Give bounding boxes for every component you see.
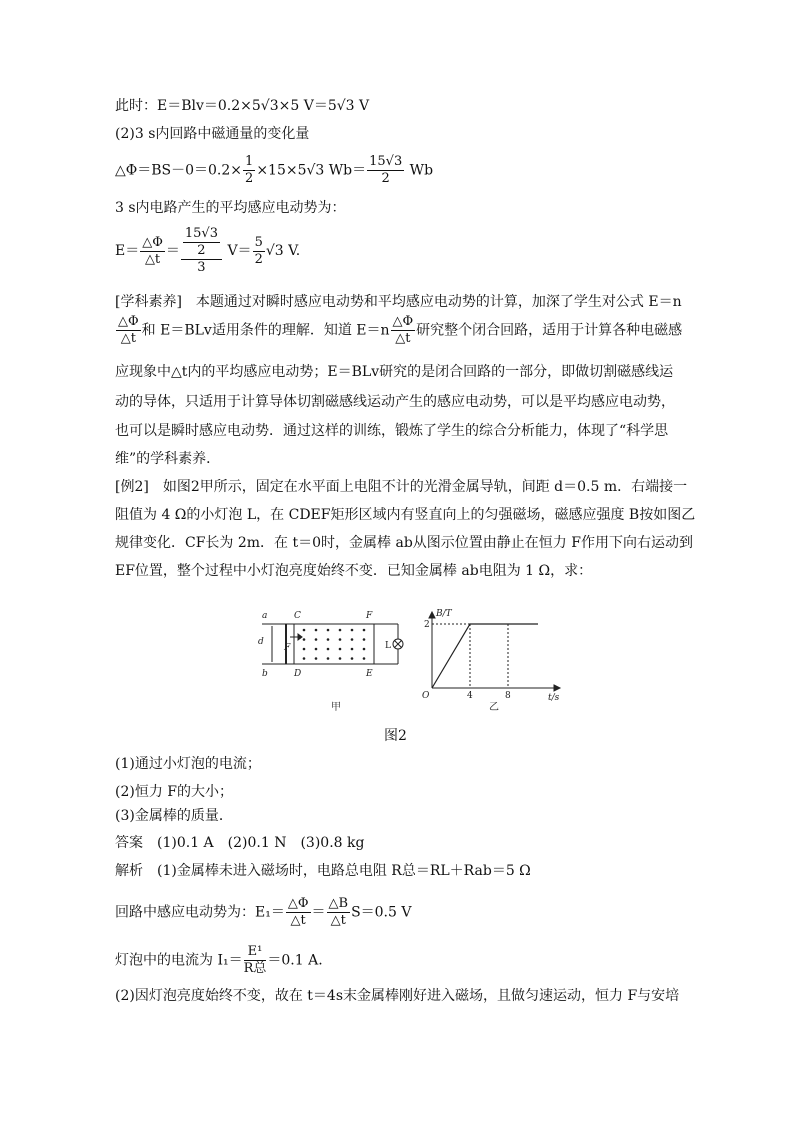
formula: E＝ — [115, 243, 140, 259]
field-dot — [303, 638, 306, 641]
text-line — [115, 96, 369, 116]
label-lamp: L — [385, 641, 391, 651]
formula: ＝ — [311, 904, 326, 921]
analysis-line: 解析 (1)金属棒未进入磁场时，电路总电阻 R总＝RL＋Rab＝5 Ω — [115, 863, 531, 879]
numerator: 15√3 — [369, 154, 403, 169]
x-tick-label: 8 — [505, 691, 511, 701]
unit: Wb — [405, 162, 434, 179]
text-line: 规律变化．CF长为 2m．在 t＝0时，金属棒 ab从图示位置由静止在恒力 F作用下向右运动到 — [115, 535, 693, 551]
denominator: △t — [144, 251, 161, 267]
text-line: (2)3 s内回路中磁通量的变化量 — [115, 126, 310, 142]
field-dots — [303, 629, 366, 660]
formula: △Φ＝BS－0＝0.2× — [115, 162, 243, 179]
field-dot — [339, 648, 342, 651]
numerator: △B — [328, 896, 349, 911]
fraction — [327, 896, 351, 929]
formula: S＝0.5 V — [351, 904, 412, 921]
formula: ×15×5√3 Wb＝ — [256, 162, 367, 179]
figure-caption: 图2 — [384, 728, 407, 744]
denominator: 3 — [197, 260, 206, 275]
text-line: [例2] 如图2甲所示，固定在水平面上电阻不计的光滑金属导轨，间距 d＝0.5 m．右端接一 — [115, 479, 688, 495]
x-axis-label: t/s — [548, 693, 560, 703]
denominator: 2 — [381, 171, 390, 186]
numerator: 15√3 — [184, 226, 218, 241]
denominator: 2 — [197, 243, 206, 258]
numerator: △Φ — [287, 896, 309, 911]
fraction — [181, 226, 222, 276]
field-dot — [363, 629, 366, 632]
text-line: 3 s内电路产生的平均感应电动势为： — [115, 200, 346, 216]
question-1: (1)通过小灯泡的电流； — [115, 756, 261, 772]
text: 研究整个闭合回路，适用于计算各种电磁感 — [416, 322, 683, 339]
formula: V＝ — [223, 243, 252, 259]
fraction — [367, 154, 404, 187]
magnetic-field-region — [294, 624, 374, 664]
text-line: 应现象中△t内的平均感应电动势；E＝BLv研究的是闭合回路的一部分，即做切割磁感线运 — [115, 364, 674, 380]
caption-yi: 乙 — [489, 702, 499, 713]
fraction — [253, 235, 265, 268]
fraction — [116, 314, 141, 347]
label-force: F — [284, 643, 291, 653]
label-d-point: D — [294, 669, 302, 679]
label-b: b — [262, 669, 268, 679]
field-dot — [351, 629, 354, 632]
y-axis-arrow — [429, 612, 435, 618]
field-dot — [339, 638, 342, 641]
field-dot — [303, 629, 306, 632]
denominator: △t — [330, 913, 346, 928]
formula: 回路中感应电动势为：E₁＝ — [115, 904, 285, 921]
field-dot — [363, 657, 366, 660]
text-line: [学科素养] 本题通过对瞬时感应电动势和平均感应电动势的计算，加深了学生对公式 E＝n — [115, 294, 682, 310]
field-dot — [351, 657, 354, 660]
label-a: a — [262, 611, 268, 621]
denominator: 2 — [245, 171, 254, 186]
text-line: 动的导体，只适用于计算导体切割磁感线运动产生的感应电动势，可以是平均感应电动势， — [115, 394, 675, 410]
field-dot — [315, 648, 318, 651]
numerator: △Φ — [118, 314, 139, 329]
y-axis-label: B/T — [436, 609, 452, 619]
fraction — [140, 235, 165, 268]
field-dot — [315, 657, 318, 660]
field-dot — [327, 648, 330, 651]
force-arrowhead — [298, 634, 302, 640]
field-dot — [351, 638, 354, 641]
text-line: 也可以是瞬时感应电动势．通过这样的训练，锻炼了学生的综合分析能力，体现了“科学思 — [115, 423, 669, 439]
fraction — [243, 154, 255, 187]
formula: √3 V. — [265, 243, 301, 259]
label-e: E — [366, 669, 373, 679]
label-c: C — [294, 611, 301, 621]
numerator: E¹ — [244, 944, 267, 961]
denominator: 2 — [254, 251, 263, 267]
formula-line — [115, 154, 433, 187]
circuit-diagram — [250, 604, 420, 716]
formula-line: E＝ $\frac{\triangle\Phi}{\triangle t}$ ＝ $\frac{\frac{15√3}{2}}{3}$ V＝ $\frac{5}{2}$ √3 V. — [115, 226, 301, 275]
fraction — [391, 314, 416, 347]
question-3: (3)金属棒的质量． — [115, 808, 233, 824]
field-dot — [315, 629, 318, 632]
formula: 灯泡中的电流为 I₁＝ — [115, 952, 243, 969]
formula: E＝Blv＝0.2×5√3×5 V＝5√3 V — [157, 98, 370, 114]
field-dot — [363, 638, 366, 641]
numerator: 5 — [254, 234, 263, 250]
denominator: △t — [290, 913, 306, 928]
numerator — [181, 226, 222, 260]
denominator: △t — [120, 331, 136, 346]
text-line: 维”的学科素养． — [115, 451, 221, 467]
formula-line — [115, 314, 682, 347]
field-dot — [351, 648, 354, 651]
formula: ＝0.1 A. — [267, 952, 323, 969]
fraction — [183, 226, 220, 259]
field-dot — [339, 629, 342, 632]
field-dot — [303, 657, 306, 660]
x-tick-label: 4 — [467, 691, 473, 701]
field-dot — [327, 629, 330, 632]
field-dot — [327, 638, 330, 641]
text-line: (2)因灯泡亮度始终不变，故在 t＝4s末金属棒刚好进入磁场，且做匀速运动，恒力 F与安培 — [115, 988, 680, 1004]
denominator: △t — [395, 331, 411, 346]
b-curve — [432, 624, 538, 688]
field-dot — [303, 648, 306, 651]
y-tick-label: 2 — [424, 620, 430, 630]
label-distance: d — [258, 637, 264, 647]
formula-line — [115, 944, 323, 977]
question-2: (2)恒力 F的大小； — [115, 784, 233, 800]
formula-line — [115, 896, 411, 929]
field-dot — [327, 657, 330, 660]
fraction — [244, 944, 267, 977]
label-f-point: F — [366, 611, 373, 621]
numerator: △Φ — [392, 314, 414, 329]
answer-line: 答案 (1)0.1 A (2)0.1 N (3)0.8 kg — [115, 835, 365, 851]
fraction — [286, 896, 311, 929]
b-t-graph — [416, 604, 566, 716]
field-dot — [339, 657, 342, 660]
caption-jia: 甲 — [331, 702, 341, 713]
field-dot — [363, 648, 366, 651]
x-axis-arrow — [554, 685, 560, 691]
origin-label: O — [422, 691, 430, 701]
text: 和 E＝BLv适用条件的理解．知道 E＝n — [141, 322, 390, 339]
text-line: EF位置，整个过程中小灯泡亮度始终不变．已知金属棒 ab电阻为 1 Ω，求： — [115, 563, 593, 579]
text: 此时： — [115, 98, 157, 114]
field-dot — [315, 638, 318, 641]
denominator: R总 — [243, 961, 267, 976]
text-line: 阻值为 4 Ω的小灯泡 L，在 CDEF矩形区域内有竖直向上的匀强磁场，磁感应强度 B按如图乙 — [115, 507, 696, 523]
numerator: △Φ — [142, 234, 163, 250]
numerator: 1 — [245, 154, 254, 169]
